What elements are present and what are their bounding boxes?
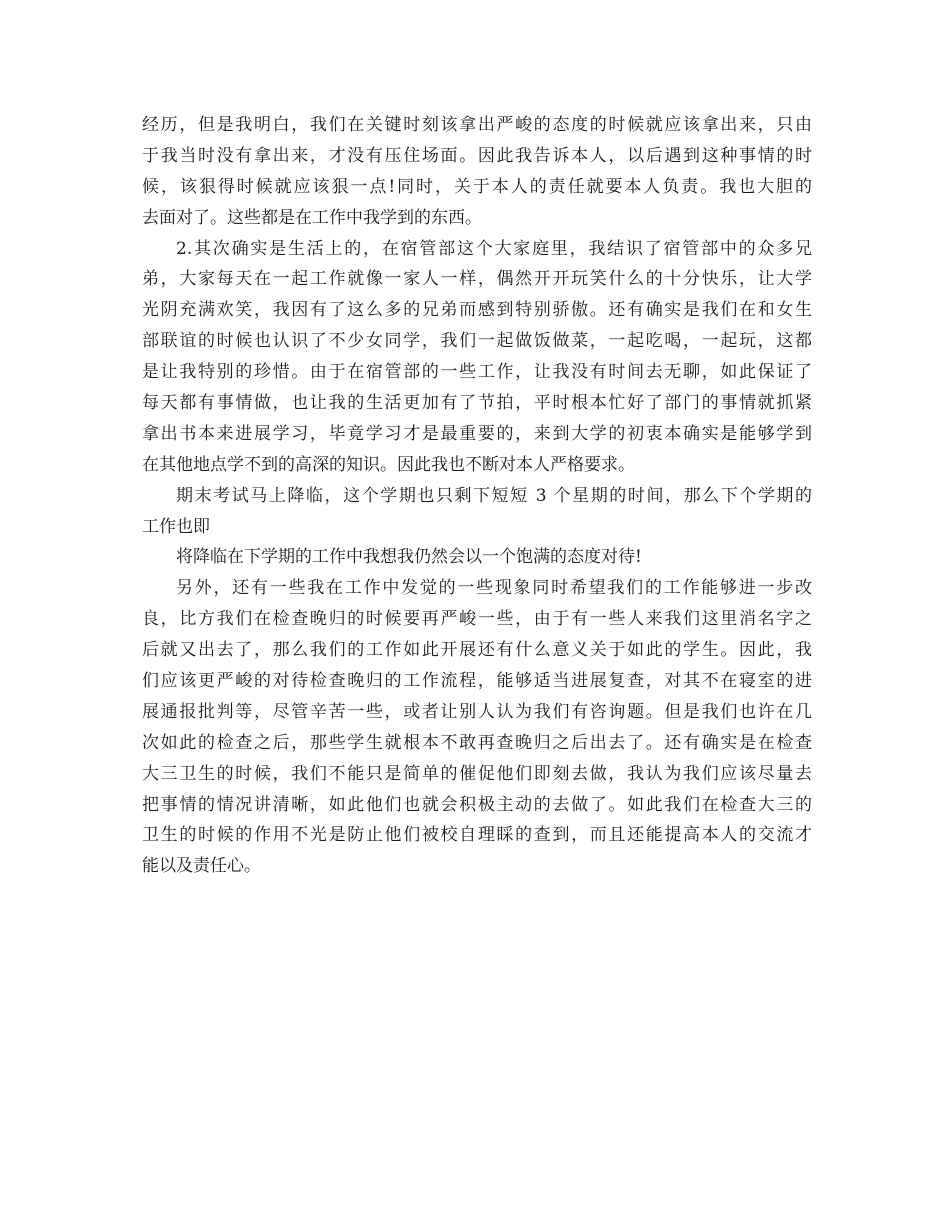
text-line: 光阴充满欢笑，我因有了这么多的兄弟而感到特别骄傲。还有确实是我们在和女生 <box>142 300 812 321</box>
text-line: 在其他地点学不到的高深的知识。因此我也不断对本人严格要求。 <box>142 454 635 475</box>
text-line: 大三卫生的时候，我们不能只是简单的催促他们即刻去做，我认为我们应该尽量去 <box>142 763 812 784</box>
document-page <box>142 110 812 882</box>
text-line: 展通报批判等，尽管辛苦一些，或者让别人认为我们有咨询题。但是我们也许在几 <box>142 701 812 722</box>
text-line: 工作也即 <box>142 516 210 537</box>
text-line: 弟，大家每天在一起工作就像一家人一样，偶然开开玩笑什么的十分快乐，让大学 <box>142 269 812 290</box>
text-line: 经历，但是我明白，我们在关键时刻该拿出严峻的态度的时候就应该拿出来，只由 <box>142 115 812 135</box>
text-line: 把事情的情况讲清晰，如此他们也就会积极主动的去做了。如此我们在检查大三的 <box>142 794 812 815</box>
text-line: 良，比方我们在检查晚归的时候要再严峻一些，由于有一些人来我们这里消名字之 <box>142 609 812 630</box>
text-line: 后就又出去了，那么我们的工作如此开展还有什么意义关于如此的学生。因此，我 <box>142 640 812 661</box>
text-line: 能以及责任心。 <box>142 856 261 877</box>
text-line: 每天都有事情做，也让我的生活更加有了节拍，平时根本忙好了部门的事情就抓紧 <box>142 393 812 414</box>
text-line: 们应该更严峻的对待检查晚归的工作流程，能够适当进展复查，对其不在寝室的进 <box>142 671 812 692</box>
text-line: 次如此的检查之后，那些学生就根本不敢再查晚归之后出去了。还有确实是在检查 <box>142 732 812 753</box>
text-line: 是让我特别的珍惜。由于在宿管部的一些工作，让我没有时间去无聊，如此保证了 <box>142 362 812 383</box>
paragraph-start-line: 2.其次确实是生活上的，在宿管部这个大家庭里，我结识了宿管部中的众多兄 <box>176 238 812 259</box>
text-line: 候，该狠得时候就应该狠一点!同时，关于本人的责任就要本人负责。我也大胆的 <box>142 176 812 197</box>
text-line: 部联谊的时候也认识了不少女同学，我们一起做饭做菜，一起吃喝，一起玩，这都 <box>142 331 812 352</box>
text-line: 卫生的时候的作用不光是防止他们被校自理睬的查到，而且还能提高本人的交流才 <box>142 825 812 846</box>
paragraph-start-line: 另外，还有一些我在工作中发觉的一些现象同时希望我们的工作能够进一步改 <box>176 578 812 599</box>
text-line: 去面对了。这些都是在工作中我学到的东西。 <box>142 207 482 228</box>
paragraph-start-line: 将降临在下学期的工作中我想我仍然会以一个饱满的态度对待! <box>176 547 642 568</box>
text-line: 于我当时没有拿出来，才没有压住场面。因此我告诉本人，以后遇到这种事情的时 <box>142 145 812 166</box>
text-line: 拿出书本来进展学习，毕竟学习才是最重要的，来到大学的初衷本确实是能够学到 <box>142 423 812 444</box>
paragraph-start-line: 期末考试马上降临，这个学期也只剩下短短 3 个星期的时间，那么下个学期的 <box>176 485 812 506</box>
